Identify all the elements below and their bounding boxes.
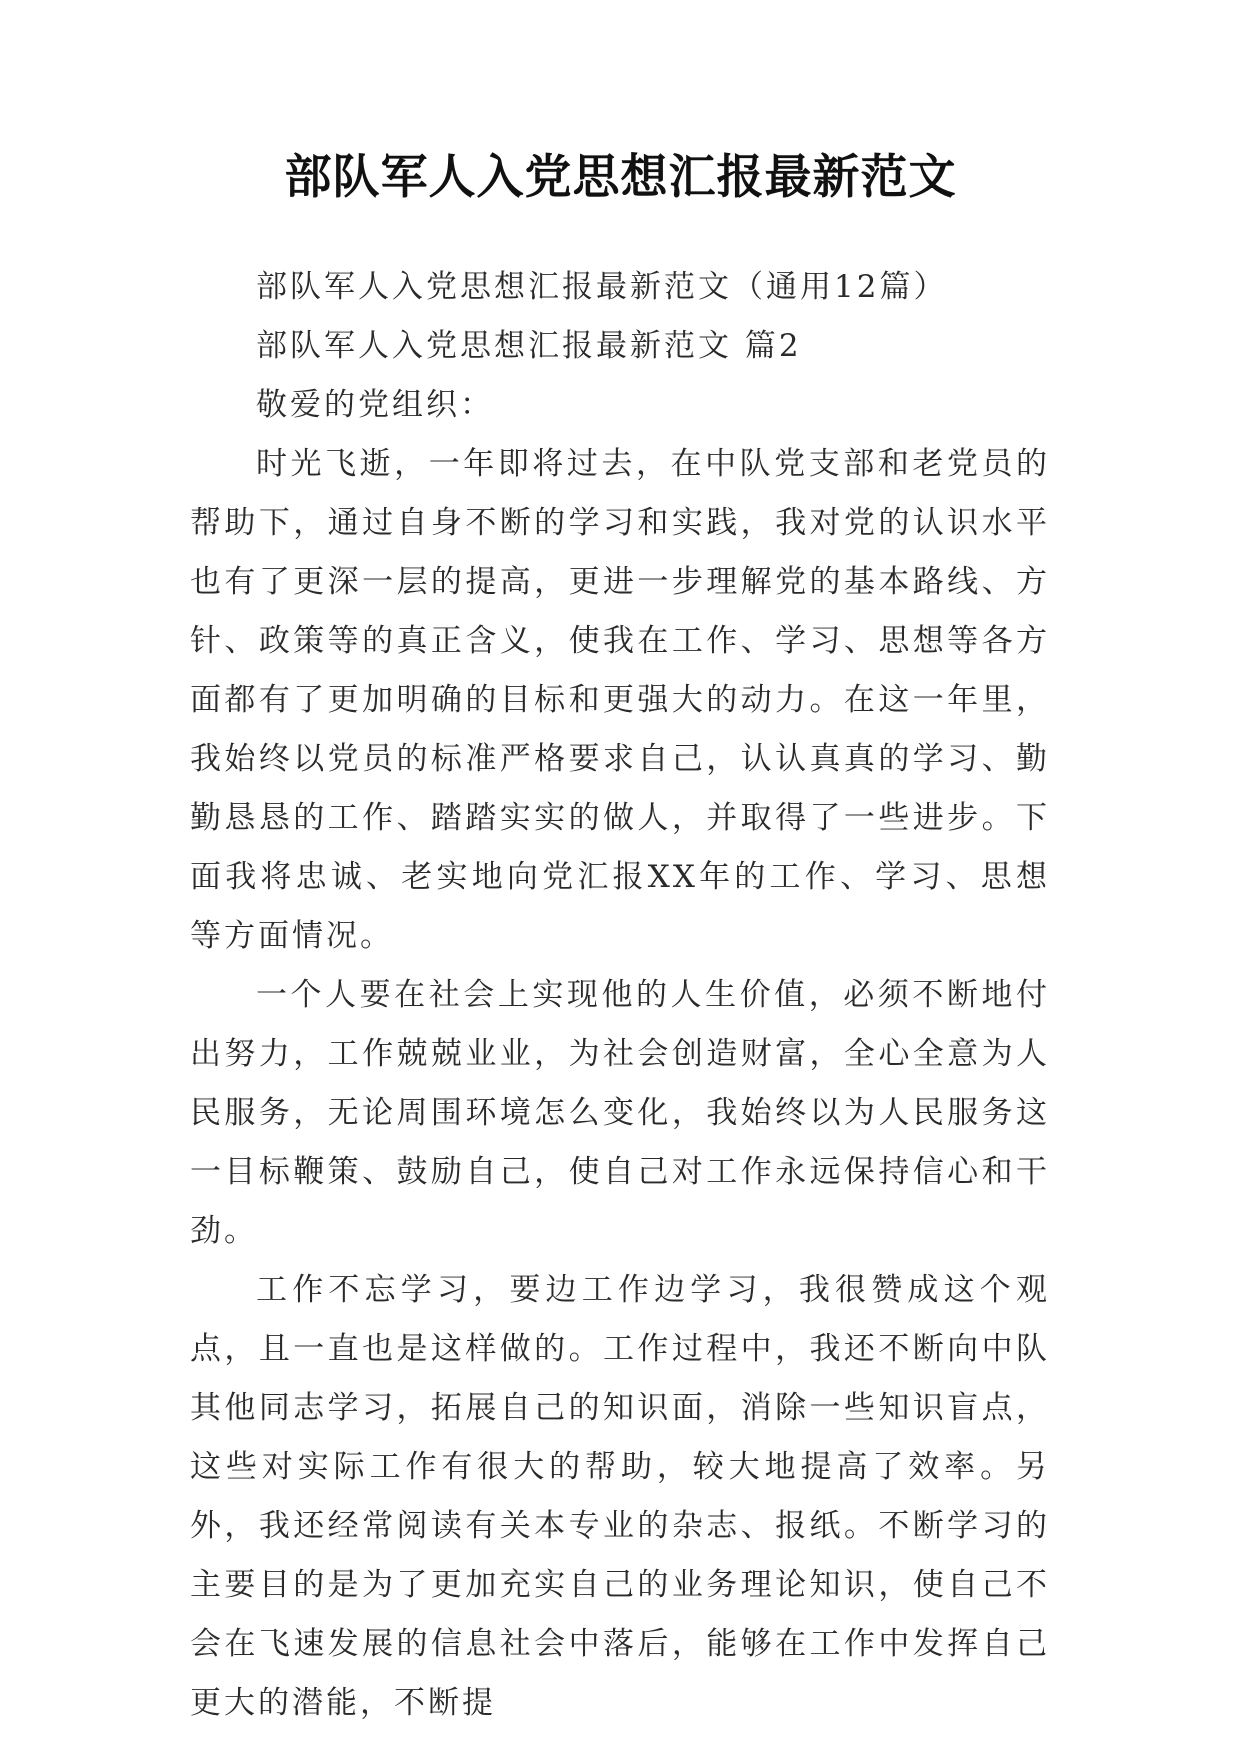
document-title: 部队军人入党思想汇报最新范文: [284, 150, 957, 205]
body-paragraph: 工作不忘学习，要边工作边学习，我很赞成这个观点，且一直也是这样做的。工作过程中，我还不断向中队其他同志学习，拓展自己的知识面，消除一些知识盲点，这些对实际工作有很大的帮助，较大地提高了效率。另外，我还经常阅读有关本专业的杂志、报纸。不断学习的主要目的是为了更加充实自己的业务理论知识，使自己不会在飞速发展的信息社会中落后，能够在工作中发挥自己更大的潜能，不断提: [190, 1272, 1050, 1721]
section-heading: 部队军人入党思想汇报最新范文 篇2: [256, 328, 802, 364]
subtitle-line: 部队军人入党思想汇报最新范文（通用12篇）: [256, 269, 948, 305]
salutation: 敬爱的党组织：: [256, 387, 494, 423]
body-paragraph: 时光飞逝，一年即将过去，在中队党支部和老党员的帮助下，通过自身不断的学习和实践，我对党的认识水平也有了更深一层的提高，更进一步理解党的基本路线、方针、政策等的真正含义，使我在工作、学习、思想等各方面都有了更加明确的目标和更强大的动力。在这一年里，我始终以党员的标准严格要求自己，认认真真的学习、勤勤恳恳的工作、踏踏实实的做人，并取得了一些进步。下面我将忠诚、老实地向党汇报XX年的工作、学习、思想等方面情况。: [190, 446, 1050, 954]
document-body: [190, 258, 1050, 1733]
body-paragraph: 一个人要在社会上实现他的人生价值，必须不断地付出努力，工作兢兢业业，为社会创造财富，全心全意为人民服务，无论周围环境怎么变化，我始终以为人民服务这一目标鞭策、鼓励自己，使自己对工作永远保持信心和干劲。: [190, 977, 1050, 1249]
